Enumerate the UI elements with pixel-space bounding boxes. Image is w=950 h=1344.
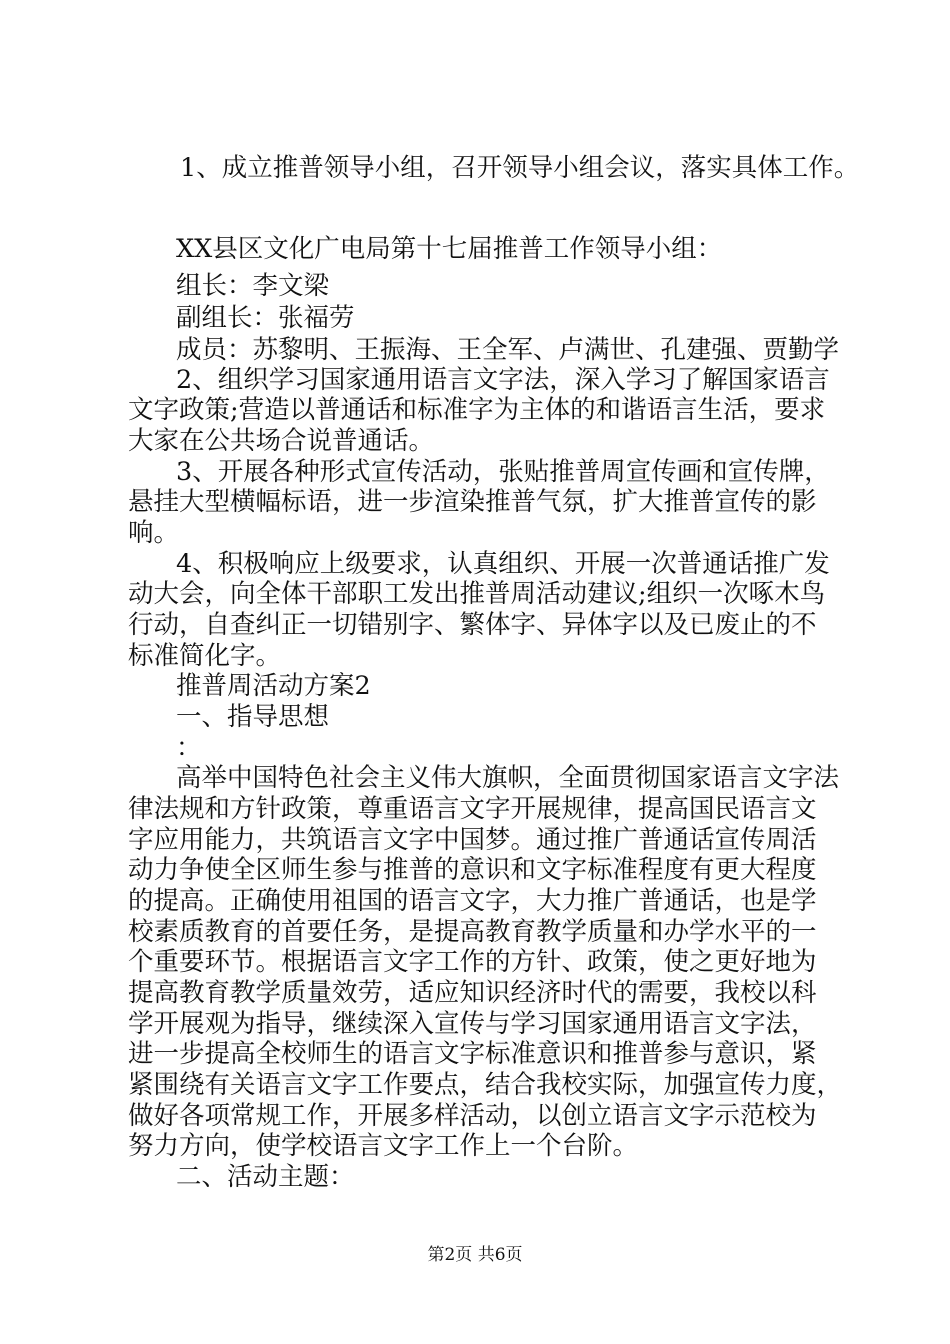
section-title: 推普周活动方案2 — [176, 671, 371, 701]
paragraph-line: 个重要环节。根据语言文字工作的方针、政策，使之更好地为 — [128, 947, 817, 977]
paragraph-line: 努力方向，使学校语言文字工作上一个台阶。 — [128, 1131, 639, 1161]
paragraph-line: 行动，自查纠正一切错别字、繁体字、异体字以及已废止的不 — [128, 610, 817, 640]
paragraph-line: 1、成立推普领导小组，召开领导小组会议，落实具体工作。 — [180, 153, 860, 183]
paragraph-line: 做好各项常规工作，开展多样活动，以创立语言文字示范校为 — [128, 1101, 817, 1131]
section-heading: 一、指导思想 — [176, 702, 330, 732]
paragraph-line: 动力争使全区师生参与推普的意识和文字标准程度有更大程度 — [128, 855, 817, 885]
paragraph-line: 副组长：张福劳 — [176, 303, 355, 333]
paragraph-line: ： — [176, 733, 202, 763]
paragraph-line: 响。 — [128, 518, 180, 548]
paragraph-line: 组长：李文梁 — [176, 271, 330, 301]
paragraph-line: XX县区文化广电局第十七届推普工作领导小组： — [176, 234, 723, 264]
paragraph-line: 4、积极响应上级要求，认真组织、开展一次普通话推广发 — [176, 549, 830, 579]
paragraph-line: 文字政策;营造以普通话和标准字为主体的和谐语言生活，要求 — [128, 395, 826, 425]
paragraph-line: 标准简化字。 — [128, 641, 282, 671]
paragraph-line: 3、开展各种形式宣传活动，张贴推普周宣传画和宣传牌， — [176, 457, 830, 487]
paragraph-line: 动大会，向全体干部职工发出推普周活动建议;组织一次啄木鸟 — [128, 579, 826, 609]
paragraph-line: 成员：苏黎明、王振海、王全军、卢满世、孔建强、贾勤学 — [176, 335, 840, 365]
paragraph-line: 字应用能力，共筑语言文字中国梦。通过推广普通话宣传周活 — [128, 825, 817, 855]
paragraph-line: 的提高。正确使用祖国的语言文字，大力推广普通话，也是学 — [128, 886, 817, 916]
section-heading: 二、活动主题： — [176, 1162, 355, 1192]
paragraph-line: 学开展观为指导，继续深入宣传与学习国家通用语言文字法， — [128, 1009, 817, 1039]
paragraph-line: 提高教育教学质量效劳，适应知识经济时代的需要，我校以科 — [128, 978, 817, 1008]
paragraph-line: 紧围绕有关语言文字工作要点，结合我校实际，加强宣传力度， — [128, 1070, 843, 1100]
paragraph-line: 律法规和方针政策，尊重语言文字开展规律，提高国民语言文 — [128, 794, 817, 824]
paragraph-line: 校素质教育的首要任务，是提高教育教学质量和办学水平的一 — [128, 917, 817, 947]
paragraph-line: 2、组织学习国家通用语言文字法，深入学习了解国家语言 — [176, 365, 830, 395]
paragraph-line: 高举中国特色社会主义伟大旗帜，全面贯彻国家语言文字法 — [176, 763, 840, 793]
paragraph-line: 悬挂大型横幅标语，进一步渲染推普气氛，扩大推普宣传的影 — [128, 487, 817, 517]
paragraph-line: 进一步提高全校师生的语言文字标准意识和推普参与意识，紧 — [128, 1039, 817, 1069]
page-footer: 第2页 共6页 — [427, 1245, 523, 1265]
paragraph-line: 大家在公共场合说普通话。 — [128, 426, 435, 456]
